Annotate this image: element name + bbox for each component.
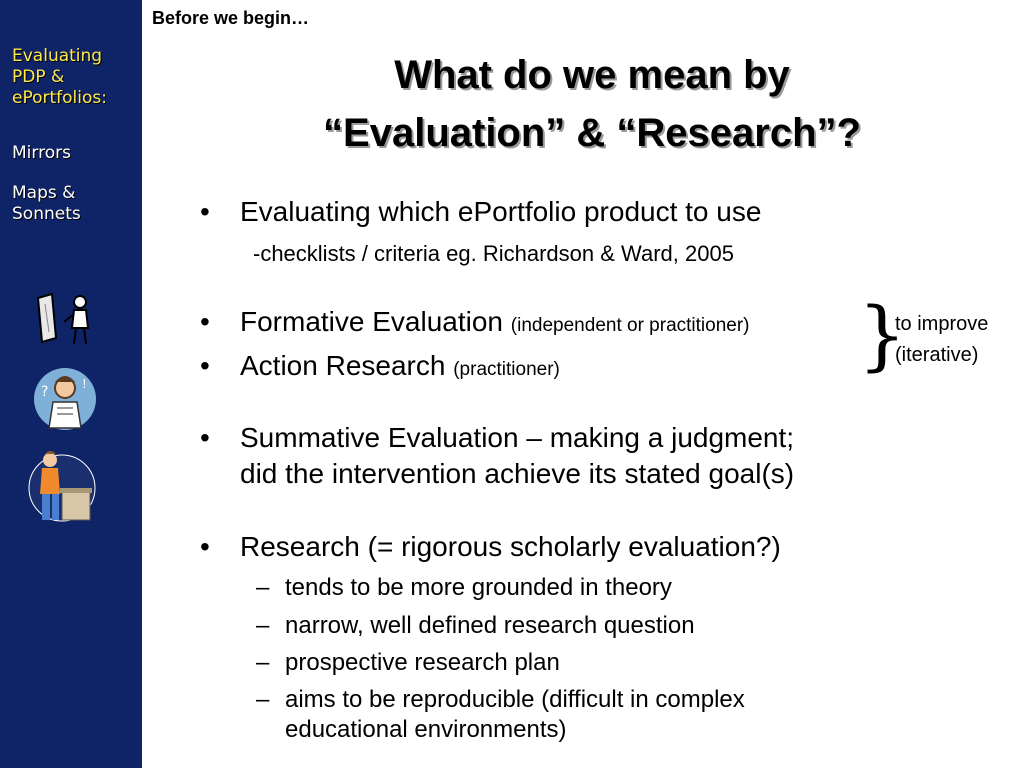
bullet-text	[240, 306, 750, 338]
dash-marker: –	[256, 686, 270, 713]
sidebar-title-line: PDP &	[12, 67, 65, 87]
bullet-qualifier: (independent or practitioner)	[510, 315, 750, 336]
sidebar-item-mirrors[interactable]: Mirrors	[12, 143, 71, 163]
dash-marker: –	[256, 574, 270, 601]
grouping-brace: }	[858, 290, 907, 379]
sidebar-item-label: Sonnets	[12, 204, 81, 224]
side-note: (iterative)	[895, 344, 979, 366]
bullet-marker: •	[200, 422, 210, 453]
bullet-marker: •	[200, 196, 210, 227]
bullet-text: Summative Evaluation – making a judgment;	[240, 422, 795, 453]
sidebar-item-label: Maps &	[12, 183, 76, 203]
bullet-text: did the intervention achieve its stated goal(s)	[240, 458, 795, 489]
sidebar-section-title[interactable]	[12, 46, 107, 109]
slide-title: What do we mean by	[394, 53, 790, 97]
bullet-marker: •	[200, 531, 210, 562]
dash-marker: –	[256, 612, 270, 639]
bullet-main: Formative Evaluation	[240, 306, 511, 337]
sub-bullet-text: educational environments)	[285, 716, 567, 743]
presenter-icon	[28, 448, 98, 524]
pre-title: Before we begin…	[152, 8, 310, 28]
dash-marker: –	[256, 649, 270, 676]
slide-title: “Evaluation” & “Research”?	[323, 111, 861, 155]
svg-text:!: !	[82, 377, 87, 391]
sidebar-title-line: Evaluating	[12, 46, 103, 66]
bullet-main: Action Research	[240, 350, 454, 381]
bullet-text: Evaluating which ePortfolio product to use	[240, 196, 762, 227]
bullet-qualifier: (practitioner)	[453, 359, 560, 380]
bullet-text	[240, 350, 560, 382]
svg-text:?: ?	[41, 384, 49, 400]
bullet-marker: •	[200, 350, 210, 381]
sidebar-item-maps-sonnets[interactable]	[12, 183, 81, 225]
mirror-figure-icon	[30, 292, 102, 348]
sidebar	[0, 0, 142, 768]
thinking-person-icon	[33, 366, 97, 432]
sub-bullet-text: aims to be reproducible (difficult in complex	[285, 686, 745, 713]
sub-bullet-text: narrow, well defined research question	[285, 612, 695, 639]
sub-bullet-text: tends to be more grounded in theory	[285, 574, 672, 601]
bullet-text: Research (= rigorous scholarly evaluation?)	[240, 531, 781, 562]
bullet-note: -checklists / criteria eg. Richardson & Ward, 2005	[253, 241, 734, 266]
sub-bullet-text: prospective research plan	[285, 649, 560, 676]
sidebar-title-line: ePortfolios:	[12, 88, 107, 108]
bullet-marker: •	[200, 306, 210, 337]
side-note: to improve	[895, 313, 989, 335]
